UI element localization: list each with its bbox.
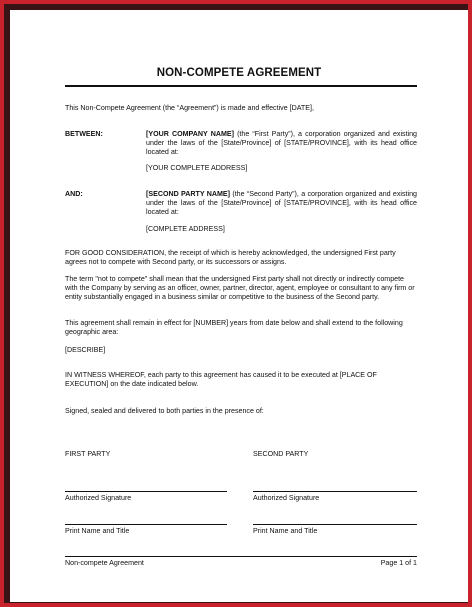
footer-title: Non-compete Agreement xyxy=(65,559,144,567)
first-party-name: [YOUR COMPANY NAME] xyxy=(146,130,234,138)
footer-page-number: Page 1 of 1 xyxy=(380,559,417,567)
first-authorized-signature-label: Authorized Signature xyxy=(65,494,132,502)
first-party-heading: FIRST PARTY xyxy=(65,450,111,458)
first-signature-line xyxy=(65,491,227,492)
between-label: BETWEEN: xyxy=(65,130,103,138)
document-title: NON-COMPETE AGREEMENT xyxy=(156,67,322,79)
second-authorized-signature-label: Authorized Signature xyxy=(253,494,320,502)
signed-paragraph: Signed, sealed and delivered to both parties in the presence of: xyxy=(65,407,264,415)
second-party-heading: SECOND PARTY xyxy=(253,450,309,458)
second-party-description: (the “Second Party”), a corporation organized and existing under the laws of the [State/Province] of [STATE/PROVINCE], with its head office located at: xyxy=(146,190,417,216)
second-party-name: [SECOND PARTY NAME] xyxy=(146,190,230,198)
effect-paragraph: This agreement shall remain in effect for [NUMBER] years from date below and shall extend to the following geographic area: xyxy=(65,319,403,336)
second-signature-line xyxy=(253,491,417,492)
first-party-address: [YOUR COMPLETE ADDRESS] xyxy=(146,164,248,172)
first-party-block xyxy=(146,130,417,157)
second-party-block xyxy=(146,190,417,217)
intro-paragraph: This Non-Compete Agreement (the “Agreement”) is made and effective [DATE], xyxy=(65,104,314,112)
first-name-line xyxy=(65,524,227,525)
title-rule xyxy=(65,85,417,87)
footer-rule xyxy=(65,556,417,557)
and-label: AND: xyxy=(65,190,83,198)
describe-placeholder: [DESCRIBE] xyxy=(65,346,106,354)
second-party-address: [COMPLETE ADDRESS] xyxy=(146,225,225,233)
second-name-line xyxy=(253,524,417,525)
first-print-name-label: Print Name and Title xyxy=(65,527,130,535)
second-print-name-label: Print Name and Title xyxy=(253,527,318,535)
document-frame xyxy=(4,4,468,603)
witness-paragraph: IN WITNESS WHEREOF, each party to this agreement has caused it to be executed at [PLACE OF EXECUTION] on the date indicated below. xyxy=(65,371,377,388)
consideration-paragraph: FOR GOOD CONSIDERATION, the receipt of which is hereby acknowledged, the undersigned First party agrees not to compete with Second party, or its successors or assigns. xyxy=(65,249,396,266)
document-page xyxy=(10,10,468,602)
term-paragraph: The term "not to compete" shall mean that the undersigned First party shall not directly or indirectly compete with the Company by serving as an officer, owner, partner, director, agent, employee or consultant to any firm or entity substantially engaged in a business similar or competitive to the business of the Second party. xyxy=(65,275,415,301)
first-party-description: (the “First Party”), a corporation organized and existing under the laws of the [State/Province] of [STATE/PROVINCE], with its head office located at: xyxy=(146,130,418,156)
